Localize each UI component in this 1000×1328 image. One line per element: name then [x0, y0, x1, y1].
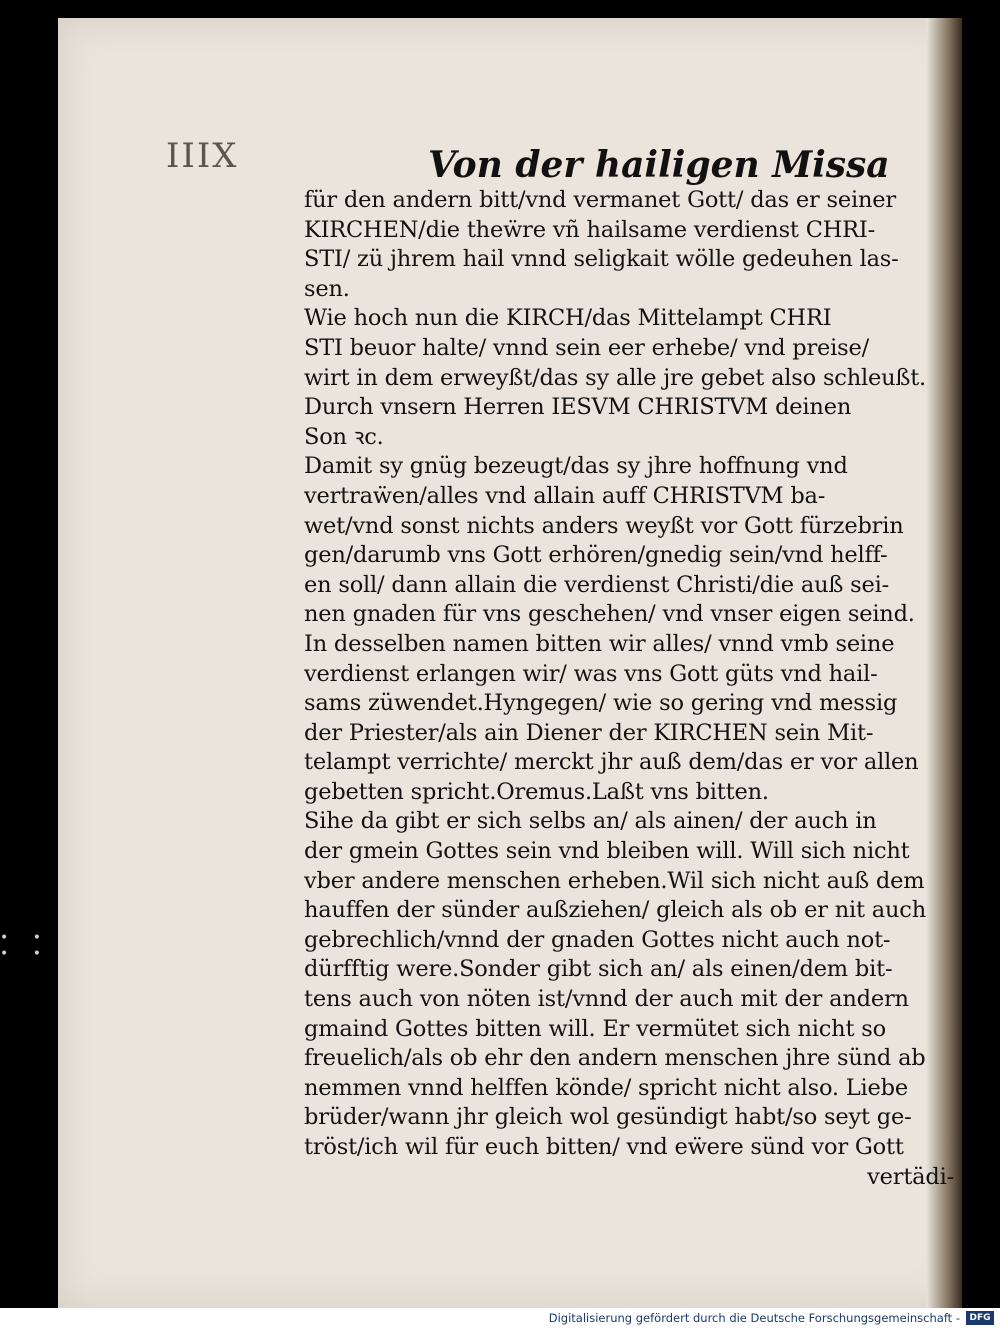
text-line: für den andern bitt/vnd vermanet Gott/ das er seiner	[304, 187, 896, 213]
text-line: Wie hoch nun die KIRCH/das Mittelampt CHRI	[304, 305, 832, 332]
text-line: gmaind Gottes bitten will. Er vermütet sich nicht so	[304, 1015, 886, 1042]
text-line: sen.	[304, 275, 350, 302]
text-line: In desselben namen bitten wir alles/ vnnd vmb seine	[304, 630, 895, 657]
text-line: wet/vnd sonst nichts anders weyßt vor Gott fürzebrin	[304, 512, 904, 539]
text-line: Durch vnsern Herren IESVM CHRISTVM deinen	[304, 394, 852, 421]
text-line: sams züwendet.Hyngegen/ wie so gering vnd messig	[304, 690, 898, 717]
funding-notice: Digitalisierung gefördert durch die Deutsche Forschungsgemeinschaft -	[548, 1311, 960, 1325]
text-line: der Priester/als ain Diener der KIRCHEN sein Mit-	[304, 719, 874, 746]
text-line: der gmein Gottes sein vnd bleiben will. Will sich nicht	[304, 838, 910, 865]
body-text	[304, 186, 954, 1192]
dfg-logo-icon: DFG	[966, 1311, 994, 1325]
scanned-page	[58, 18, 962, 1308]
text-line: vertraẅen/alles vnd allain auff CHRISTVM ba-	[304, 482, 826, 509]
text-line: Damit sy gnüg bezeugt/das sy jhre hoffnung vnd	[304, 453, 848, 480]
text-line: telampt verrichte/ merckt jhr auß dem/das er vor allen	[304, 749, 919, 776]
text-line: gebetten spricht.Oremus.Laßt vns bitten.	[304, 778, 769, 805]
text-line: nen gnaden für vns geschehen/ vnd vnser eigen seind.	[304, 601, 915, 628]
text-line: verdienst erlangen wir/ was vns Gott güts vnd hail-	[304, 660, 878, 687]
text-line: freuelich/als ob ehr den andern menschen jhre sünd ab	[304, 1045, 926, 1072]
catchword: vertädi-	[867, 1163, 954, 1190]
text-line: en soll/ dann allain die verdienst Christi/die auß sei-	[304, 571, 890, 598]
text-line: Sihe da gibt er sich selbs an/ als ainen/ der auch in	[304, 808, 877, 835]
text-line: gen/darumb vns Gott erhören/gnedig sein/vnd helff-	[304, 542, 888, 569]
text-line: STI/ zü jhrem hail vnnd seligkait wölle gedeuhen las-	[304, 246, 899, 273]
footer-bar	[0, 1308, 1000, 1328]
text-line: dürfftig were.Sonder gibt sich an/ als einen/dem bit-	[304, 956, 893, 983]
text-line: wirt in dem erweyßt/das sy alle jre gebet also schleußt.	[304, 364, 927, 391]
running-header: Von der hailigen Missa	[428, 144, 890, 186]
text-line: Son ꝛc.	[304, 423, 384, 450]
text-line: nemmen vnnd helffen könde/ spricht nicht also. Liebe	[304, 1074, 908, 1101]
margin-marks: • • • •	[0, 930, 51, 962]
text-line: vber andere menschen erheben.Wil sich nicht auß dem	[304, 867, 925, 894]
text-line: STI beuor halte/ vnnd sein eer erhebe/ vnd preise/	[304, 334, 870, 361]
text-line: gebrechlich/vnnd der gnaden Gottes nicht auch not-	[304, 926, 891, 953]
text-line: hauffen der sünder außziehen/ gleich als ob er nit auch	[304, 897, 926, 924]
folio-number: IIIX	[166, 136, 239, 176]
text-line: brüder/wann jhr gleich wol gesündigt habt/so seyt ge-	[304, 1104, 912, 1131]
text-line: tens auch von nöten ist/vnnd der auch mit der andern	[304, 986, 909, 1013]
text-line: tröst/ich wil für euch bitten/ vnd eẅere sünd vor Gott	[304, 1134, 904, 1160]
text-line: KIRCHEN/die theẅre vñ hailsame verdienst CHRI-	[304, 216, 875, 243]
